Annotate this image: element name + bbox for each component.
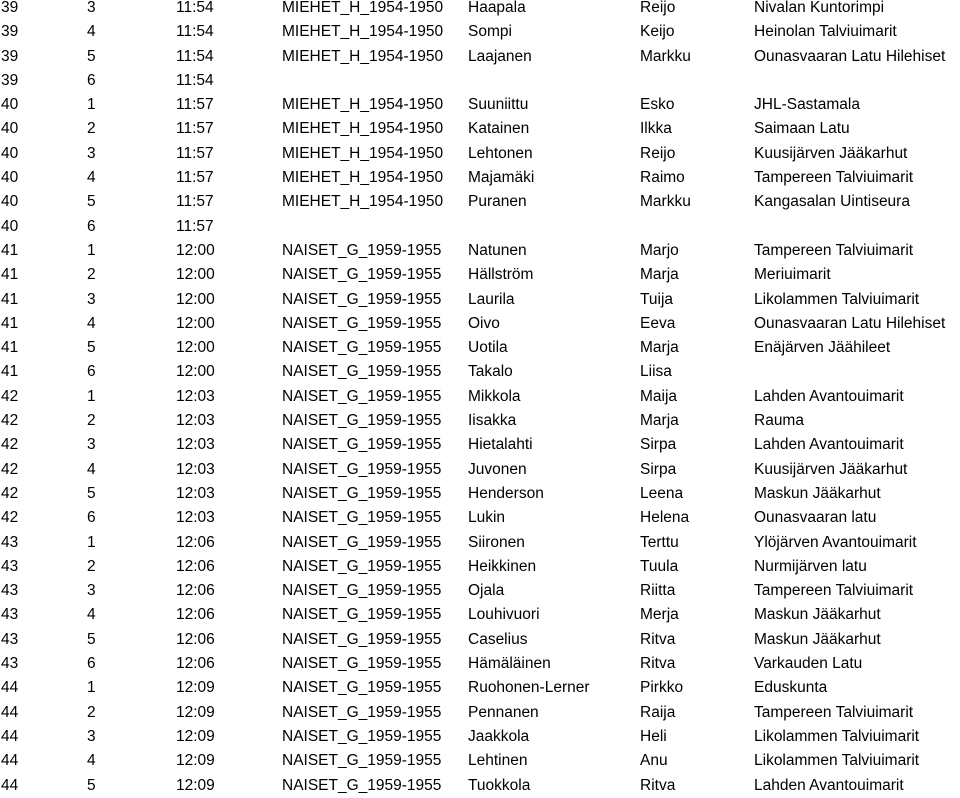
last-name-cell: Juvonen: [468, 460, 527, 478]
heat-number-cell: 40: [1, 169, 19, 187]
last-name-cell: Lehtinen: [468, 752, 528, 770]
age-class-cell: NAISET_G_1959-1955: [282, 703, 442, 721]
lane-number-cell: 3: [87, 436, 96, 454]
lane-number-cell: 3: [87, 582, 96, 600]
last-name-cell: Laurila: [468, 290, 515, 308]
last-name-cell: Lukin: [468, 509, 506, 527]
start-time-cell: 11:57: [176, 144, 214, 162]
club-cell: Kuusijärven Jääkarhut: [754, 144, 908, 162]
heat-number-cell: 43: [1, 606, 19, 624]
age-class-cell: MIEHET_H_1954-1950: [282, 193, 444, 211]
heat-number-cell: 42: [1, 412, 19, 430]
club-cell: Saimaan Latu: [754, 120, 850, 138]
lane-number-cell: 5: [87, 47, 96, 65]
first-name-cell: Eeva: [640, 314, 676, 332]
heat-number-cell: 41: [1, 241, 19, 259]
club-cell: Varkauden Latu: [754, 655, 863, 673]
last-name-cell: [468, 69, 640, 93]
start-time-cell: 12:06: [176, 630, 215, 648]
table-row: [0, 385, 960, 409]
age-class-cell: NAISET_G_1959-1955: [282, 557, 442, 575]
club-cell: Heinolan Talviuimarit: [754, 23, 897, 41]
start-time-cell: 11:57: [176, 120, 214, 138]
lane-number-cell: 5: [87, 630, 96, 648]
table-row: [0, 774, 960, 798]
heat-number-cell: 43: [1, 630, 19, 648]
first-name-cell: Reijo: [640, 0, 676, 16]
lane-number-cell: 5: [87, 484, 96, 502]
age-class-cell: NAISET_G_1959-1955: [282, 606, 442, 624]
first-name-cell: Markku: [640, 47, 691, 65]
last-name-cell: Uotila: [468, 339, 508, 357]
start-time-cell: 12:09: [176, 703, 215, 721]
age-class-cell: NAISET_G_1959-1955: [282, 266, 442, 284]
first-name-cell: Liisa: [640, 363, 672, 381]
age-class-cell: NAISET_G_1959-1955: [282, 241, 442, 259]
club-cell: Ylöjärven Avantouimarit: [754, 533, 917, 551]
table-row: [0, 555, 960, 579]
first-name-cell: Tuula: [640, 557, 679, 575]
age-class-cell: NAISET_G_1959-1955: [282, 509, 442, 527]
start-time-cell: 12:03: [176, 460, 215, 478]
club-cell: Enäjärven Jäähileet: [754, 339, 891, 357]
start-time-cell: 12:06: [176, 557, 215, 575]
start-time-cell: 12:03: [176, 509, 215, 527]
first-name-cell: Heli: [640, 727, 667, 745]
last-name-cell: Lehtonen: [468, 144, 533, 162]
heat-number-cell: 41: [1, 314, 19, 332]
heat-number-cell: 43: [1, 582, 19, 600]
age-class-cell: MIEHET_H_1954-1950: [282, 169, 444, 187]
heat-number-cell: 42: [1, 460, 19, 478]
first-name-cell: Marjo: [640, 241, 679, 259]
heat-number-cell: 44: [1, 703, 19, 721]
club-cell: Meriuimarit: [754, 266, 831, 284]
start-time-cell: 12:06: [176, 533, 215, 551]
heat-number-cell: 39: [1, 0, 19, 16]
heat-number-cell: 39: [1, 47, 19, 65]
start-time-cell: 11:57: [176, 217, 214, 235]
first-name-cell: Ritva: [640, 630, 676, 648]
club-cell: Tampereen Talviuimarit: [754, 169, 914, 187]
lane-number-cell: 4: [87, 460, 96, 478]
first-name-cell: Keijo: [640, 23, 675, 41]
lane-number-cell: 2: [87, 703, 96, 721]
club-cell: Likolammen Talviuimarit: [754, 752, 920, 770]
lane-number-cell: 6: [87, 363, 96, 381]
first-name-cell: Helena: [640, 509, 690, 527]
start-time-cell: 12:00: [176, 266, 215, 284]
last-name-cell: Heikkinen: [468, 557, 537, 575]
age-class-cell: NAISET_G_1959-1955: [282, 387, 442, 405]
lane-number-cell: 3: [87, 727, 96, 745]
table-row: [0, 652, 960, 676]
age-class-cell: NAISET_G_1959-1955: [282, 679, 442, 697]
lane-number-cell: 4: [87, 752, 96, 770]
last-name-cell: Haapala: [468, 0, 526, 16]
table-row: [0, 20, 960, 44]
age-class-cell: MIEHET_H_1954-1950: [282, 23, 444, 41]
last-name-cell: Louhivuori: [468, 606, 540, 624]
table-row: [0, 701, 960, 725]
club-cell: Eduskunta: [754, 679, 828, 697]
heat-number-cell: 43: [1, 557, 19, 575]
last-name-cell: Ruohonen-Lerner: [468, 679, 590, 697]
age-class-cell: [282, 215, 468, 239]
first-name-cell: Riitta: [640, 582, 676, 600]
last-name-cell: Majamäki: [468, 169, 535, 187]
last-name-cell: Puranen: [468, 193, 527, 211]
table-row: [0, 458, 960, 482]
last-name-cell: Henderson: [468, 484, 544, 502]
last-name-cell: Pennanen: [468, 703, 539, 721]
club-cell: Ounasvaaran Latu Hilehiset: [754, 47, 946, 65]
lane-number-cell: 4: [87, 23, 96, 41]
first-name-cell: Ritva: [640, 776, 676, 794]
table-row: [0, 93, 960, 117]
table-row: [0, 0, 960, 20]
first-name-cell: Maija: [640, 387, 678, 405]
table-row: [0, 142, 960, 166]
table-row: [0, 45, 960, 69]
age-class-cell: MIEHET_H_1954-1950: [282, 96, 444, 114]
first-name-cell: Raimo: [640, 169, 685, 187]
table-row: [0, 239, 960, 263]
table-row: [0, 215, 960, 239]
club-cell: JHL-Sastamala: [754, 96, 860, 114]
age-class-cell: NAISET_G_1959-1955: [282, 436, 442, 454]
club-cell: Maskun Jääkarhut: [754, 484, 881, 502]
first-name-cell: [640, 69, 754, 93]
table-row: [0, 506, 960, 530]
first-name-cell: Pirkko: [640, 679, 684, 697]
start-time-cell: 12:09: [176, 752, 215, 770]
age-class-cell: NAISET_G_1959-1955: [282, 460, 442, 478]
start-time-cell: 12:00: [176, 241, 215, 259]
table-row: [0, 190, 960, 214]
first-name-cell: Anu: [640, 752, 668, 770]
heat-number-cell: 41: [1, 339, 19, 357]
start-time-cell: 11:57: [176, 96, 214, 114]
last-name-cell: Katainen: [468, 120, 530, 138]
table-row: [0, 628, 960, 652]
start-time-cell: 12:06: [176, 655, 215, 673]
club-cell: Kuusijärven Jääkarhut: [754, 460, 908, 478]
table-row: [0, 166, 960, 190]
start-time-cell: 12:00: [176, 290, 215, 308]
first-name-cell: Ritva: [640, 655, 676, 673]
start-time-cell: 11:57: [176, 193, 214, 211]
lane-number-cell: 4: [87, 606, 96, 624]
first-name-cell: Sirpa: [640, 460, 677, 478]
first-name-cell: Raija: [640, 703, 676, 721]
first-name-cell: Esko: [640, 96, 675, 114]
lane-number-cell: 1: [87, 679, 96, 697]
lane-number-cell: 4: [87, 169, 96, 187]
table-row: [0, 263, 960, 287]
table-row: [0, 579, 960, 603]
table-row: [0, 336, 960, 360]
last-name-cell: Iisakka: [468, 412, 517, 430]
start-time-cell: 12:00: [176, 363, 215, 381]
last-name-cell: Hietalahti: [468, 436, 533, 454]
age-class-cell: MIEHET_H_1954-1950: [282, 120, 444, 138]
lane-number-cell: 5: [87, 193, 96, 211]
age-class-cell: NAISET_G_1959-1955: [282, 776, 442, 794]
age-class-cell: NAISET_G_1959-1955: [282, 727, 442, 745]
heat-number-cell: 42: [1, 436, 19, 454]
club-cell: Kangasalan Uintiseura: [754, 193, 910, 211]
first-name-cell: Reijo: [640, 144, 676, 162]
lane-number-cell: 6: [87, 71, 96, 89]
last-name-cell: Jaakkola: [468, 727, 530, 745]
start-time-cell: 11:54: [176, 23, 214, 41]
club-cell: Nurmijärven latu: [754, 557, 867, 575]
table-row: [0, 531, 960, 555]
last-name-cell: [468, 215, 640, 239]
club-cell: [754, 69, 960, 93]
first-name-cell: Merja: [640, 606, 679, 624]
table-row: [0, 69, 960, 93]
start-time-cell: 11:57: [176, 169, 214, 187]
lane-number-cell: 2: [87, 120, 96, 138]
age-class-cell: NAISET_G_1959-1955: [282, 752, 442, 770]
heat-number-cell: 39: [1, 71, 19, 89]
lane-number-cell: 2: [87, 412, 96, 430]
lane-number-cell: 6: [87, 217, 96, 235]
start-time-cell: 12:03: [176, 484, 215, 502]
last-name-cell: Laajanen: [468, 47, 532, 65]
heat-number-cell: 40: [1, 217, 19, 235]
first-name-cell: Marja: [640, 339, 679, 357]
table-row: [0, 603, 960, 627]
lane-number-cell: 1: [87, 533, 96, 551]
age-class-cell: MIEHET_H_1954-1950: [282, 144, 444, 162]
heat-number-cell: 41: [1, 290, 19, 308]
lane-number-cell: 1: [87, 241, 96, 259]
start-time-cell: 12:09: [176, 679, 215, 697]
heat-number-cell: 39: [1, 23, 19, 41]
first-name-cell: Marja: [640, 266, 679, 284]
start-time-cell: 12:06: [176, 582, 215, 600]
heat-number-cell: 43: [1, 533, 19, 551]
table-row: [0, 117, 960, 141]
start-time-cell: 11:54: [176, 0, 214, 16]
heat-number-cell: 40: [1, 193, 19, 211]
table-row: [0, 360, 960, 384]
age-class-cell: NAISET_G_1959-1955: [282, 314, 442, 332]
table-row: [0, 288, 960, 312]
age-class-cell: NAISET_G_1959-1955: [282, 484, 442, 502]
last-name-cell: Hällström: [468, 266, 534, 284]
first-name-cell: Sirpa: [640, 436, 677, 454]
club-cell: Likolammen Talviuimarit: [754, 727, 920, 745]
lane-number-cell: 1: [87, 96, 96, 114]
start-time-cell: 12:03: [176, 387, 215, 405]
first-name-cell: Marja: [640, 412, 679, 430]
table-row: [0, 676, 960, 700]
heat-number-cell: 40: [1, 120, 19, 138]
first-name-cell: Markku: [640, 193, 691, 211]
club-cell: Lahden Avantouimarit: [754, 387, 904, 405]
club-cell: Tampereen Talviuimarit: [754, 582, 914, 600]
heat-number-cell: 40: [1, 96, 19, 114]
age-class-cell: NAISET_G_1959-1955: [282, 533, 442, 551]
club-cell: Tampereen Talviuimarit: [754, 241, 914, 259]
heat-number-cell: 43: [1, 655, 19, 673]
heat-number-cell: 42: [1, 484, 19, 502]
start-time-cell: 11:54: [176, 71, 214, 89]
first-name-cell: Ilkka: [640, 120, 672, 138]
table-row: [0, 409, 960, 433]
lane-number-cell: 4: [87, 314, 96, 332]
lane-number-cell: 2: [87, 557, 96, 575]
last-name-cell: Oivo: [468, 314, 500, 332]
lane-number-cell: 5: [87, 339, 96, 357]
last-name-cell: Suuniittu: [468, 96, 529, 114]
table-row: [0, 312, 960, 336]
table-row: [0, 725, 960, 749]
heat-number-cell: 42: [1, 509, 19, 527]
club-cell: Likolammen Talviuimarit: [754, 290, 920, 308]
age-class-cell: [282, 69, 468, 93]
heat-number-cell: 40: [1, 144, 19, 162]
first-name-cell: [640, 215, 754, 239]
heat-number-cell: 44: [1, 752, 19, 770]
heat-number-cell: 44: [1, 776, 19, 794]
last-name-cell: Natunen: [468, 241, 527, 259]
age-class-cell: MIEHET_H_1954-1950: [282, 0, 444, 16]
club-cell: Ounasvaaran latu: [754, 509, 877, 527]
club-cell: Lahden Avantouimarit: [754, 436, 904, 454]
age-class-cell: NAISET_G_1959-1955: [282, 290, 442, 308]
heat-number-cell: 41: [1, 266, 19, 284]
lane-number-cell: 3: [87, 290, 96, 308]
heat-number-cell: 44: [1, 727, 19, 745]
last-name-cell: Caselius: [468, 630, 528, 648]
lane-number-cell: 6: [87, 509, 96, 527]
lane-number-cell: 2: [87, 266, 96, 284]
age-class-cell: NAISET_G_1959-1955: [282, 630, 442, 648]
table-row: [0, 749, 960, 773]
last-name-cell: Mikkola: [468, 387, 521, 405]
age-class-cell: NAISET_G_1959-1955: [282, 339, 442, 357]
heat-number-cell: 41: [1, 363, 19, 381]
first-name-cell: Leena: [640, 484, 684, 502]
club-cell: Maskun Jääkarhut: [754, 630, 881, 648]
first-name-cell: Tuija: [640, 290, 674, 308]
last-name-cell: Hämäläinen: [468, 655, 551, 673]
start-time-cell: 12:03: [176, 436, 215, 454]
lane-number-cell: 3: [87, 0, 96, 16]
club-cell: Tampereen Talviuimarit: [754, 703, 914, 721]
start-time-cell: 11:54: [176, 47, 214, 65]
start-time-cell: 12:03: [176, 412, 215, 430]
start-time-cell: 12:09: [176, 727, 215, 745]
last-name-cell: Ojala: [468, 582, 505, 600]
club-cell: Lahden Avantouimarit: [754, 776, 904, 794]
last-name-cell: Tuokkola: [468, 776, 531, 794]
age-class-cell: NAISET_G_1959-1955: [282, 412, 442, 430]
first-name-cell: Terttu: [640, 533, 679, 551]
heat-number-cell: 44: [1, 679, 19, 697]
lane-number-cell: 6: [87, 655, 96, 673]
last-name-cell: Sompi: [468, 23, 512, 41]
age-class-cell: NAISET_G_1959-1955: [282, 582, 442, 600]
club-cell: Ounasvaaran Latu Hilehiset: [754, 314, 946, 332]
last-name-cell: Takalo: [468, 363, 513, 381]
start-time-cell: 12:00: [176, 339, 215, 357]
lane-number-cell: 1: [87, 387, 96, 405]
lane-number-cell: 5: [87, 776, 96, 794]
start-time-cell: 12:09: [176, 776, 215, 794]
heat-number-cell: 42: [1, 387, 19, 405]
lane-number-cell: 3: [87, 144, 96, 162]
table-row: [0, 482, 960, 506]
last-name-cell: Siironen: [468, 533, 525, 551]
club-cell: Rauma: [754, 412, 804, 430]
start-time-cell: 12:00: [176, 314, 215, 332]
age-class-cell: MIEHET_H_1954-1950: [282, 47, 444, 65]
table-row: [0, 433, 960, 457]
club-cell: [754, 360, 960, 384]
club-cell: Maskun Jääkarhut: [754, 606, 881, 624]
club-cell: [754, 215, 960, 239]
start-time-cell: 12:06: [176, 606, 215, 624]
age-class-cell: NAISET_G_1959-1955: [282, 655, 442, 673]
club-cell: Nivalan Kuntorimpi: [754, 0, 885, 16]
age-class-cell: NAISET_G_1959-1955: [282, 363, 442, 381]
